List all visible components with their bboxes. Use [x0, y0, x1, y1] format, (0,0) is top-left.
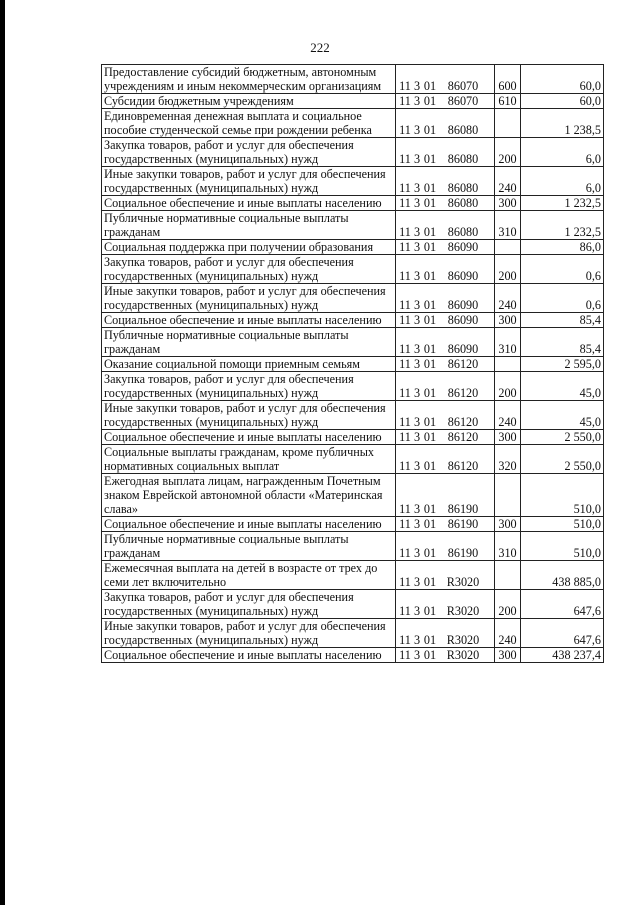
row-amount: 85,4: [521, 313, 604, 328]
code-subprogram: 3: [413, 546, 421, 560]
row-codes: [396, 445, 495, 474]
code-direction: 86190: [447, 517, 479, 531]
expense-type-code: 300: [495, 196, 521, 211]
code-section: 11: [399, 517, 411, 531]
code-subprogram: 3: [413, 415, 421, 429]
code-main-activity: 01: [423, 575, 437, 589]
row-amount: 6,0: [521, 138, 604, 167]
table-row: [102, 255, 604, 284]
code-section: 11: [399, 575, 411, 589]
expense-type-code: [495, 561, 521, 590]
row-name: Предоставление субсидий бюджетным, автономным учреждениям и иным некоммерческим организациям: [102, 65, 396, 94]
row-name: Социальное обеспечение и иные выплаты населению: [102, 313, 396, 328]
code-subprogram: 3: [413, 240, 421, 254]
code-direction: 86080: [447, 123, 479, 137]
code-subprogram: 3: [413, 79, 421, 93]
row-codes: [396, 619, 495, 648]
row-amount: 2 550,0: [521, 445, 604, 474]
row-name: Публичные нормативные социальные выплаты гражданам: [102, 328, 396, 357]
code-direction: 86120: [447, 459, 479, 473]
code-section: 11: [399, 123, 411, 137]
code-subprogram: 3: [413, 648, 421, 662]
table-row: [102, 590, 604, 619]
code-main-activity: 01: [423, 123, 437, 137]
code-direction: 86070: [447, 79, 479, 93]
code-main-activity: 01: [423, 181, 437, 195]
code-subprogram: 3: [413, 313, 421, 327]
expense-type-code: [495, 109, 521, 138]
expense-type-code: 240: [495, 619, 521, 648]
code-subprogram: 3: [413, 152, 421, 166]
row-amount: 647,6: [521, 619, 604, 648]
code-main-activity: 01: [423, 459, 437, 473]
row-amount: 510,0: [521, 517, 604, 532]
row-name: Социальное обеспечение и иные выплаты населению: [102, 517, 396, 532]
code-direction: 86120: [447, 415, 479, 429]
code-section: 11: [399, 240, 411, 254]
row-amount: 0,6: [521, 255, 604, 284]
row-name: Закупка товаров, работ и услуг для обеспечения государственных (муниципальных) нужд: [102, 590, 396, 619]
row-name: Закупка товаров, работ и услуг для обеспечения государственных (муниципальных) нужд: [102, 138, 396, 167]
expense-type-code: [495, 240, 521, 255]
row-amount: 1 232,5: [521, 211, 604, 240]
table-row: [102, 284, 604, 313]
table-row: [102, 648, 604, 663]
budget-table: [101, 64, 604, 663]
code-section: 11: [399, 415, 411, 429]
code-main-activity: 01: [423, 357, 437, 371]
code-subprogram: 3: [413, 575, 421, 589]
table-row: [102, 445, 604, 474]
expense-type-code: 310: [495, 532, 521, 561]
row-name: Единовременная денежная выплата и социальное пособие студенческой семье при рождении ребенка: [102, 109, 396, 138]
row-amount: 2 550,0: [521, 430, 604, 445]
row-codes: [396, 196, 495, 211]
table-row: [102, 430, 604, 445]
row-codes: [396, 94, 495, 109]
row-amount: 647,6: [521, 590, 604, 619]
expense-type-code: 300: [495, 430, 521, 445]
table-row: [102, 357, 604, 372]
code-subprogram: 3: [413, 604, 421, 618]
code-subprogram: 3: [413, 196, 421, 210]
row-amount: 60,0: [521, 94, 604, 109]
code-subprogram: 3: [413, 181, 421, 195]
row-codes: [396, 474, 495, 517]
code-subprogram: 3: [413, 502, 421, 516]
row-name: Оказание социальной помощи приемным семьям: [102, 357, 396, 372]
code-direction: 86190: [447, 546, 479, 560]
table-row: [102, 619, 604, 648]
row-name: Ежемесячная выплата на детей в возрасте от трех до семи лет включительно: [102, 561, 396, 590]
code-direction: 86070: [447, 94, 479, 108]
code-section: 11: [399, 298, 411, 312]
table-row: [102, 65, 604, 94]
code-section: 11: [399, 225, 411, 239]
row-codes: [396, 109, 495, 138]
code-subprogram: 3: [413, 386, 421, 400]
row-name: Социальное обеспечение и иные выплаты населению: [102, 648, 396, 663]
code-direction: 86190: [447, 502, 479, 516]
table-row: [102, 532, 604, 561]
row-amount: 438 885,0: [521, 561, 604, 590]
code-section: 11: [399, 94, 411, 108]
code-subprogram: 3: [413, 342, 421, 356]
row-amount: 60,0: [521, 65, 604, 94]
code-subprogram: 3: [413, 517, 421, 531]
row-name: Закупка товаров, работ и услуг для обеспечения государственных (муниципальных) нужд: [102, 255, 396, 284]
table-row: [102, 401, 604, 430]
code-section: 11: [399, 269, 411, 283]
expense-type-code: [495, 474, 521, 517]
row-codes: [396, 167, 495, 196]
code-main-activity: 01: [423, 517, 437, 531]
scan-border: [0, 0, 5, 905]
expense-type-code: 200: [495, 255, 521, 284]
row-amount: 6,0: [521, 167, 604, 196]
row-codes: [396, 648, 495, 663]
row-codes: [396, 240, 495, 255]
expense-type-code: 600: [495, 65, 521, 94]
row-codes: [396, 590, 495, 619]
code-main-activity: 01: [423, 313, 437, 327]
code-subprogram: 3: [413, 430, 421, 444]
code-main-activity: 01: [423, 648, 437, 662]
code-subprogram: 3: [413, 298, 421, 312]
code-subprogram: 3: [413, 94, 421, 108]
row-amount: 1 232,5: [521, 196, 604, 211]
expense-type-code: 240: [495, 284, 521, 313]
code-subprogram: 3: [413, 225, 421, 239]
code-section: 11: [399, 342, 411, 356]
code-section: 11: [399, 152, 411, 166]
code-direction: 86080: [447, 152, 479, 166]
row-name: Иные закупки товаров, работ и услуг для обеспечения государственных (муниципальных) нужд: [102, 167, 396, 196]
code-section: 11: [399, 79, 411, 93]
expense-type-code: 320: [495, 445, 521, 474]
row-codes: [396, 357, 495, 372]
expense-type-code: 300: [495, 648, 521, 663]
table-row: [102, 109, 604, 138]
expense-type-code: 610: [495, 94, 521, 109]
code-direction: 86090: [447, 240, 479, 254]
code-main-activity: 01: [423, 79, 437, 93]
row-name: Публичные нормативные социальные выплаты гражданам: [102, 532, 396, 561]
expense-type-code: 200: [495, 138, 521, 167]
row-amount: 2 595,0: [521, 357, 604, 372]
code-direction: 86080: [447, 181, 479, 195]
code-main-activity: 01: [423, 604, 437, 618]
code-subprogram: 3: [413, 269, 421, 283]
expense-type-code: 200: [495, 372, 521, 401]
code-section: 11: [399, 357, 411, 371]
code-section: 11: [399, 313, 411, 327]
row-amount: 86,0: [521, 240, 604, 255]
code-direction: 86120: [447, 357, 479, 371]
code-main-activity: 01: [423, 152, 437, 166]
row-amount: 85,4: [521, 328, 604, 357]
code-subprogram: 3: [413, 633, 421, 647]
table-row: [102, 240, 604, 255]
code-section: 11: [399, 459, 411, 473]
code-subprogram: 3: [413, 459, 421, 473]
row-codes: [396, 401, 495, 430]
row-codes: [396, 255, 495, 284]
table-row: [102, 561, 604, 590]
code-direction: 86090: [447, 269, 479, 283]
code-subprogram: 3: [413, 357, 421, 371]
row-name: Социальные выплаты гражданам, кроме публичных нормативных социальных выплат: [102, 445, 396, 474]
expense-type-code: 300: [495, 313, 521, 328]
row-name: Иные закупки товаров, работ и услуг для обеспечения государственных (муниципальных) нужд: [102, 284, 396, 313]
code-direction: 86080: [447, 225, 479, 239]
row-codes: [396, 532, 495, 561]
code-main-activity: 01: [423, 502, 437, 516]
code-direction: 86090: [447, 342, 479, 356]
code-main-activity: 01: [423, 298, 437, 312]
code-main-activity: 01: [423, 225, 437, 239]
row-codes: [396, 430, 495, 445]
expense-type-code: 240: [495, 167, 521, 196]
row-amount: 45,0: [521, 401, 604, 430]
table-row: [102, 372, 604, 401]
code-main-activity: 01: [423, 430, 437, 444]
row-name: Социальная поддержка при получении образования: [102, 240, 396, 255]
code-section: 11: [399, 604, 411, 618]
row-codes: [396, 138, 495, 167]
row-codes: [396, 284, 495, 313]
row-name: Публичные нормативные социальные выплаты гражданам: [102, 211, 396, 240]
code-section: 11: [399, 546, 411, 560]
row-codes: [396, 372, 495, 401]
code-direction: 86090: [447, 313, 479, 327]
code-main-activity: 01: [423, 342, 437, 356]
code-main-activity: 01: [423, 196, 437, 210]
code-direction: R3020: [446, 633, 480, 647]
row-amount: 0,6: [521, 284, 604, 313]
code-section: 11: [399, 430, 411, 444]
code-section: 11: [399, 196, 411, 210]
budget-table-body: [102, 65, 604, 663]
code-direction: 86120: [447, 430, 479, 444]
table-row: [102, 138, 604, 167]
code-section: 11: [399, 181, 411, 195]
row-name: Ежегодная выплата лицам, награжденным Почетным знаком Еврейской автономной области «Материнская слава»: [102, 474, 396, 517]
page-number: 222: [310, 40, 330, 55]
table-row: [102, 474, 604, 517]
expense-type-code: 310: [495, 211, 521, 240]
expense-type-code: 240: [495, 401, 521, 430]
code-main-activity: 01: [423, 546, 437, 560]
row-codes: [396, 561, 495, 590]
table-row: [102, 313, 604, 328]
row-amount: 510,0: [521, 474, 604, 517]
row-name: Субсидии бюджетным учреждениям: [102, 94, 396, 109]
code-main-activity: 01: [423, 633, 437, 647]
row-codes: [396, 517, 495, 532]
table-row: [102, 517, 604, 532]
row-amount: 45,0: [521, 372, 604, 401]
code-direction: 86090: [447, 298, 479, 312]
row-name: Иные закупки товаров, работ и услуг для обеспечения государственных (муниципальных) нужд: [102, 401, 396, 430]
row-name: Иные закупки товаров, работ и услуг для обеспечения государственных (муниципальных) нужд: [102, 619, 396, 648]
row-amount: 438 237,4: [521, 648, 604, 663]
row-codes: [396, 65, 495, 94]
code-direction: 86120: [447, 386, 479, 400]
code-main-activity: 01: [423, 240, 437, 254]
code-direction: R3020: [446, 575, 480, 589]
row-amount: 1 238,5: [521, 109, 604, 138]
code-section: 11: [399, 502, 411, 516]
code-section: 11: [399, 386, 411, 400]
row-amount: 510,0: [521, 532, 604, 561]
code-section: 11: [399, 633, 411, 647]
code-main-activity: 01: [423, 94, 437, 108]
code-direction: R3020: [446, 648, 480, 662]
table-row: [102, 94, 604, 109]
table-row: [102, 167, 604, 196]
expense-type-code: 200: [495, 590, 521, 619]
table-row: [102, 211, 604, 240]
row-name: Социальное обеспечение и иные выплаты населению: [102, 430, 396, 445]
code-main-activity: 01: [423, 269, 437, 283]
row-codes: [396, 328, 495, 357]
code-subprogram: 3: [413, 123, 421, 137]
row-codes: [396, 211, 495, 240]
code-direction: 86080: [447, 196, 479, 210]
table-row: [102, 328, 604, 357]
expense-type-code: [495, 357, 521, 372]
expense-type-code: 300: [495, 517, 521, 532]
row-codes: [396, 313, 495, 328]
expense-type-code: 310: [495, 328, 521, 357]
code-direction: R3020: [446, 604, 480, 618]
row-name: Закупка товаров, работ и услуг для обеспечения государственных (муниципальных) нужд: [102, 372, 396, 401]
code-section: 11: [399, 648, 411, 662]
code-main-activity: 01: [423, 386, 437, 400]
row-name: Социальное обеспечение и иные выплаты населению: [102, 196, 396, 211]
code-main-activity: 01: [423, 415, 437, 429]
table-row: [102, 196, 604, 211]
